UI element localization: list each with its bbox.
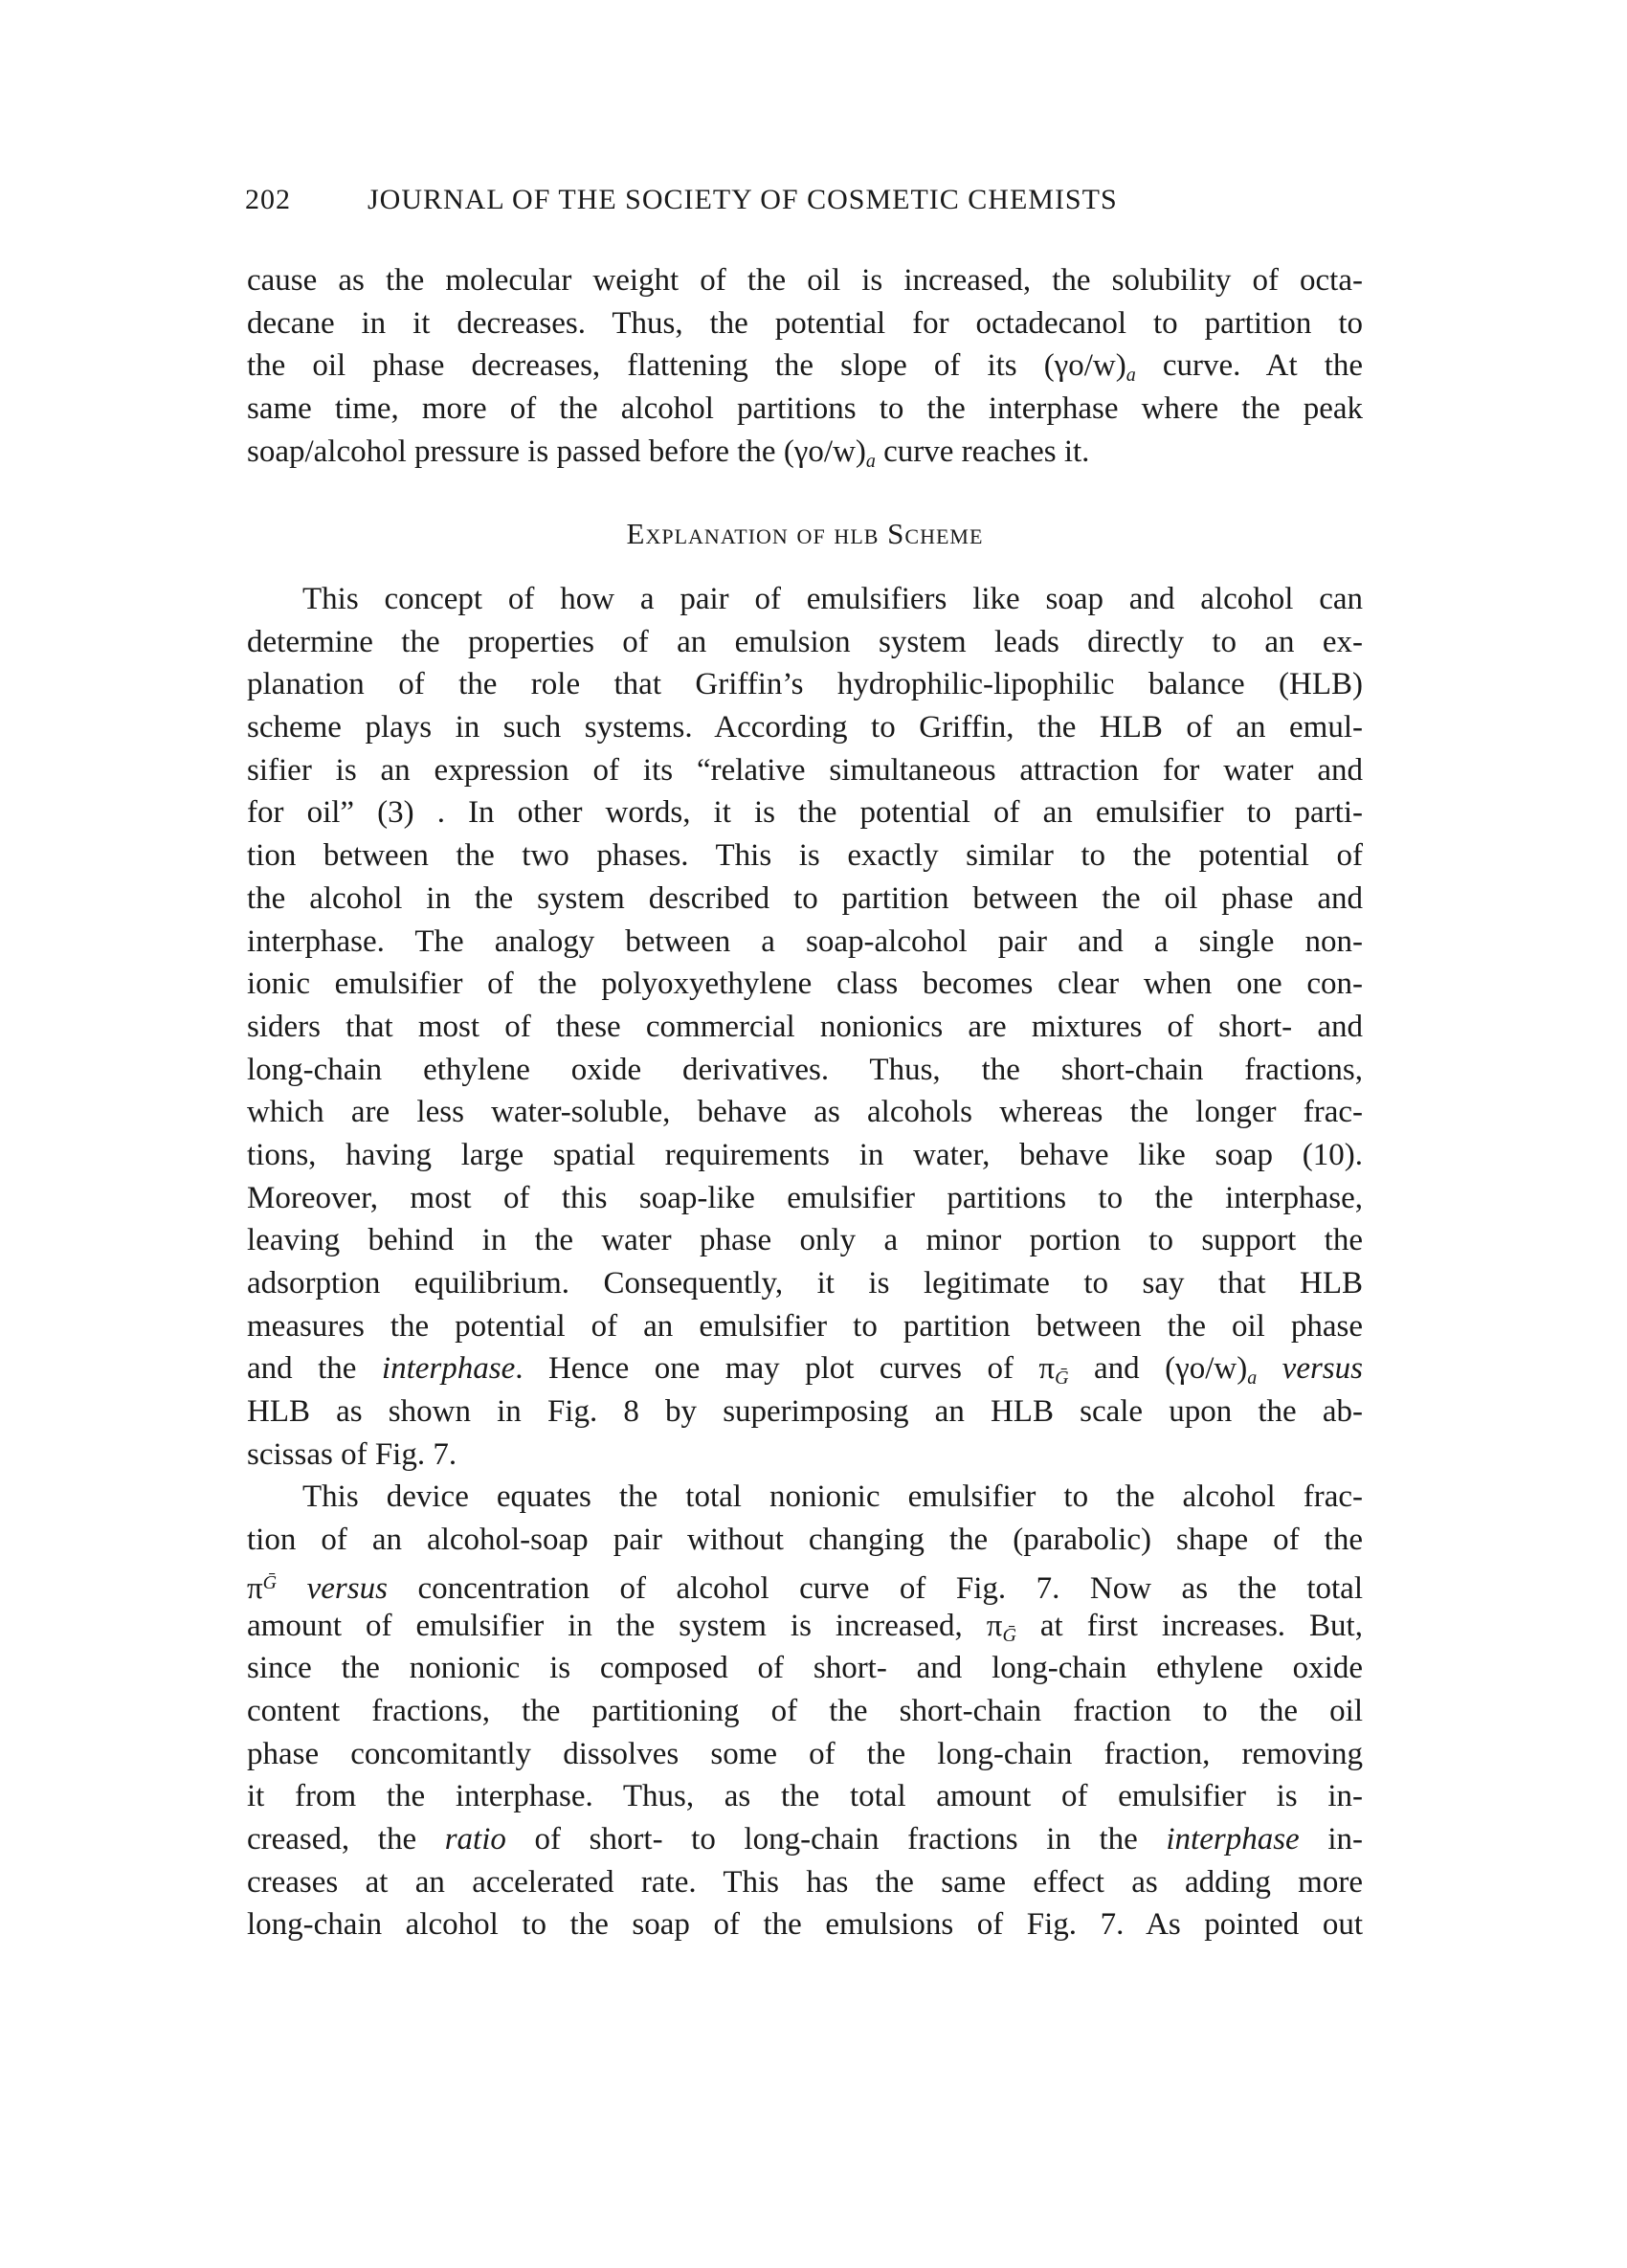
text-line bbox=[247, 706, 1363, 749]
text-line bbox=[247, 431, 1363, 474]
text-line bbox=[247, 1903, 1363, 1946]
text-run: Moreover, most of this soap-like emulsifier partitions to the interphase, bbox=[247, 1180, 1363, 1215]
text-run: leaving behind in the water phase only a minor portion to support the bbox=[247, 1223, 1363, 1258]
text-run: it from the interphase. Thus, as the total amount of emulsifier is in- bbox=[247, 1779, 1363, 1814]
text-line bbox=[247, 1775, 1363, 1818]
text-run: measures the potential of an emulsifier to partition between the oil phase bbox=[247, 1308, 1363, 1344]
text-line bbox=[247, 663, 1363, 706]
text-run: This concept of how a pair of emulsifiers like soap and alcohol can bbox=[302, 582, 1363, 616]
text-run: content fractions, the partitioning of the short-chain fraction to the oil bbox=[247, 1693, 1363, 1728]
text-run: which are less water-soluble, behave as alcohols whereas the longer frac- bbox=[247, 1095, 1363, 1130]
math-subscript: a bbox=[1247, 1367, 1258, 1390]
italic-text: interphase bbox=[1166, 1821, 1300, 1857]
section-heading: Explanation of hlb Scheme bbox=[626, 517, 984, 550]
text-run: tion between the two phases. This is exactly similar to the potential of bbox=[247, 838, 1363, 874]
text-run: sifier is an expression of its “relative simultaneous attraction for water and bbox=[247, 752, 1363, 788]
text-run: the oil phase decreases, flattening the slope of its (γo/w) bbox=[247, 348, 1126, 384]
text-line bbox=[247, 749, 1363, 792]
text-run: for oil” (3) . In other words, it is the potential of an emulsifier to parti- bbox=[247, 795, 1363, 831]
text-line bbox=[247, 1390, 1363, 1434]
text-line bbox=[247, 1134, 1363, 1177]
text-run: at first increases. But, bbox=[1015, 1608, 1363, 1643]
text-line bbox=[247, 963, 1363, 1006]
text-line bbox=[247, 1434, 1363, 1477]
text-run: π bbox=[247, 1570, 263, 1606]
text-line bbox=[247, 878, 1363, 921]
text-line bbox=[247, 259, 1363, 302]
text-run: . Hence one may plot curves of π bbox=[515, 1351, 1056, 1387]
text-line bbox=[247, 388, 1363, 431]
text-line bbox=[247, 1647, 1363, 1690]
text-line bbox=[247, 791, 1363, 834]
text-run: phase concomitantly dissolves some of the long-chain fraction, removing bbox=[247, 1736, 1363, 1771]
paragraph-continuation bbox=[247, 259, 1363, 473]
text-line bbox=[247, 1262, 1363, 1305]
italic-text: ratio bbox=[444, 1821, 506, 1857]
text-run: ionic emulsifier of the polyoxyethylene class becomes clear when one con- bbox=[247, 967, 1363, 1002]
math-subscript: Ḡ bbox=[1055, 1367, 1069, 1390]
text-run: curve reaches it. bbox=[875, 434, 1090, 469]
page-number: 202 bbox=[245, 184, 291, 215]
text-run: soap/alcohol pressure is passed before the (γo/w) bbox=[247, 434, 866, 469]
text-line bbox=[247, 834, 1363, 878]
text-line bbox=[247, 302, 1363, 345]
text-run: amount of emulsifier in the system is increased, π bbox=[247, 1608, 1003, 1643]
text-line bbox=[247, 1519, 1363, 1562]
text-line bbox=[247, 1006, 1363, 1049]
text-run: creased, the bbox=[247, 1821, 445, 1857]
text-line bbox=[247, 921, 1363, 964]
math-subscript: a bbox=[1126, 365, 1136, 387]
text-run: interphase. The analogy between a soap-alcohol pair and a single non- bbox=[247, 923, 1363, 959]
text-run: scissas of Fig. 7. bbox=[247, 1436, 457, 1472]
text-run: same time, more of the alcohol partitions to the interphase where the peak bbox=[247, 391, 1363, 427]
text-run: decane in it decreases. Thus, the potential for octadecanol to partition to bbox=[247, 305, 1363, 341]
text-run bbox=[277, 1571, 307, 1606]
text-line bbox=[247, 1861, 1363, 1904]
text-run: and the bbox=[247, 1351, 382, 1387]
text-line bbox=[247, 621, 1363, 664]
text-run: since the nonionic is composed of short- and long-chain ethylene oxide bbox=[247, 1651, 1363, 1686]
running-header bbox=[245, 184, 1365, 216]
math-subscript: a bbox=[865, 450, 876, 472]
text-line bbox=[247, 1177, 1363, 1220]
text-run: HLB as shown in Fig. 8 by superimposing an HLB scale upon the ab- bbox=[247, 1394, 1363, 1430]
text-run: of short- to long-chain fractions in the bbox=[505, 1821, 1167, 1857]
italic-text: interphase bbox=[381, 1351, 516, 1387]
text-line bbox=[247, 1049, 1363, 1092]
text-run: creases at an accelerated rate. This has the same effect as adding more bbox=[247, 1864, 1363, 1900]
text-line bbox=[247, 1562, 1363, 1605]
math-supscript: Ḡ bbox=[262, 1571, 278, 1593]
text-line bbox=[247, 1605, 1363, 1648]
text-run: and (γo/w) bbox=[1068, 1351, 1248, 1387]
italic-text: versus bbox=[306, 1570, 388, 1606]
text-run: long-chain ethylene oxide derivatives. Thus, the short-chain fractions, bbox=[247, 1052, 1363, 1087]
text-run: planation of the role that Griffin’s hydrophilic-lipophilic balance (HLB) bbox=[247, 667, 1363, 702]
text-run: tion of an alcohol-soap pair without changing the (parabolic) shape of the bbox=[247, 1523, 1363, 1558]
text-run: determine the properties of an emulsion system leads directly to an ex- bbox=[247, 624, 1363, 659]
text-run: curve. At the bbox=[1135, 348, 1364, 384]
text-line bbox=[247, 1733, 1363, 1776]
text-run: adsorption equilibrium. Consequently, it is legitimate to say that HLB bbox=[247, 1266, 1363, 1301]
text-run: tions, having large spatial requirements in water, behave like soap (10). bbox=[247, 1137, 1363, 1172]
text-run bbox=[1257, 1351, 1282, 1386]
text-run: siders that most of these commercial nonionics are mixtures of short- and bbox=[247, 1009, 1363, 1044]
text-line bbox=[247, 1305, 1363, 1348]
text-run: in- bbox=[1299, 1821, 1363, 1857]
paragraph-body bbox=[247, 578, 1363, 1946]
math-subscript: Ḡ bbox=[1002, 1624, 1016, 1646]
text-line bbox=[247, 1818, 1363, 1861]
text-line bbox=[247, 1347, 1363, 1390]
text-line bbox=[247, 1091, 1363, 1134]
text-line bbox=[247, 1476, 1363, 1519]
text-line bbox=[247, 1219, 1363, 1262]
text-run: This device equates the total nonionic emulsifier to the alcohol frac- bbox=[302, 1479, 1363, 1515]
text-run: long-chain alcohol to the soap of the emulsions of Fig. 7. As pointed out bbox=[247, 1907, 1363, 1943]
journal-title: JOURNAL OF THE SOCIETY OF COSMETIC CHEMISTS bbox=[368, 184, 1118, 215]
text-line bbox=[247, 578, 1363, 621]
italic-text: versus bbox=[1282, 1351, 1363, 1387]
text-run: cause as the molecular weight of the oil is increased, the solubility of octa- bbox=[247, 263, 1363, 298]
text-run: concentration of alcohol curve of Fig. 7. Now as the total bbox=[387, 1570, 1363, 1606]
text-line bbox=[247, 345, 1363, 388]
text-line bbox=[247, 1690, 1363, 1733]
text-run: the alcohol in the system described to partition between the oil phase and bbox=[247, 880, 1363, 916]
text-run: scheme plays in such systems. According to Griffin, the HLB of an emul- bbox=[247, 710, 1363, 745]
